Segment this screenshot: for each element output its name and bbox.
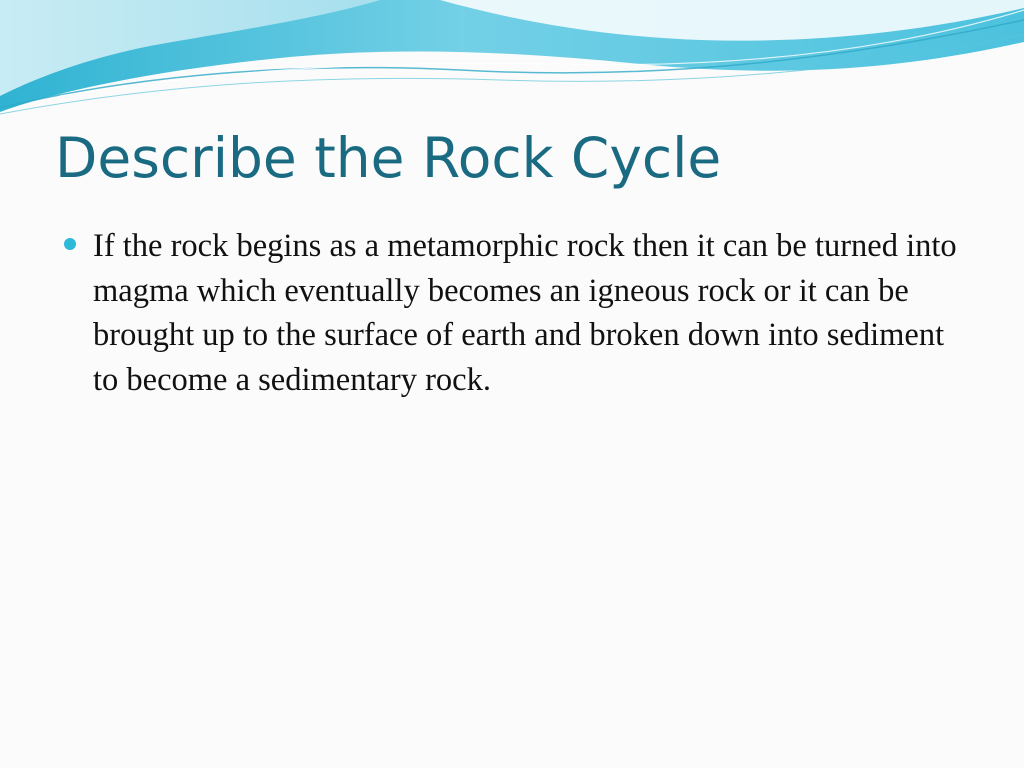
bullet-item [64, 224, 969, 402]
slide-title: Describe the Rock Cycle [55, 126, 722, 190]
bullet-list [64, 224, 969, 402]
bullet-text: If the rock begins as a metamorphic rock then it can be turned into magma which eventually becomes an igneous rock or it can be brought up to the surface of earth and broken down into sediment to become a sedimentary rock. [93, 228, 957, 398]
bullet-dot-icon [64, 238, 76, 250]
header-wave-decoration [0, 0, 1024, 130]
